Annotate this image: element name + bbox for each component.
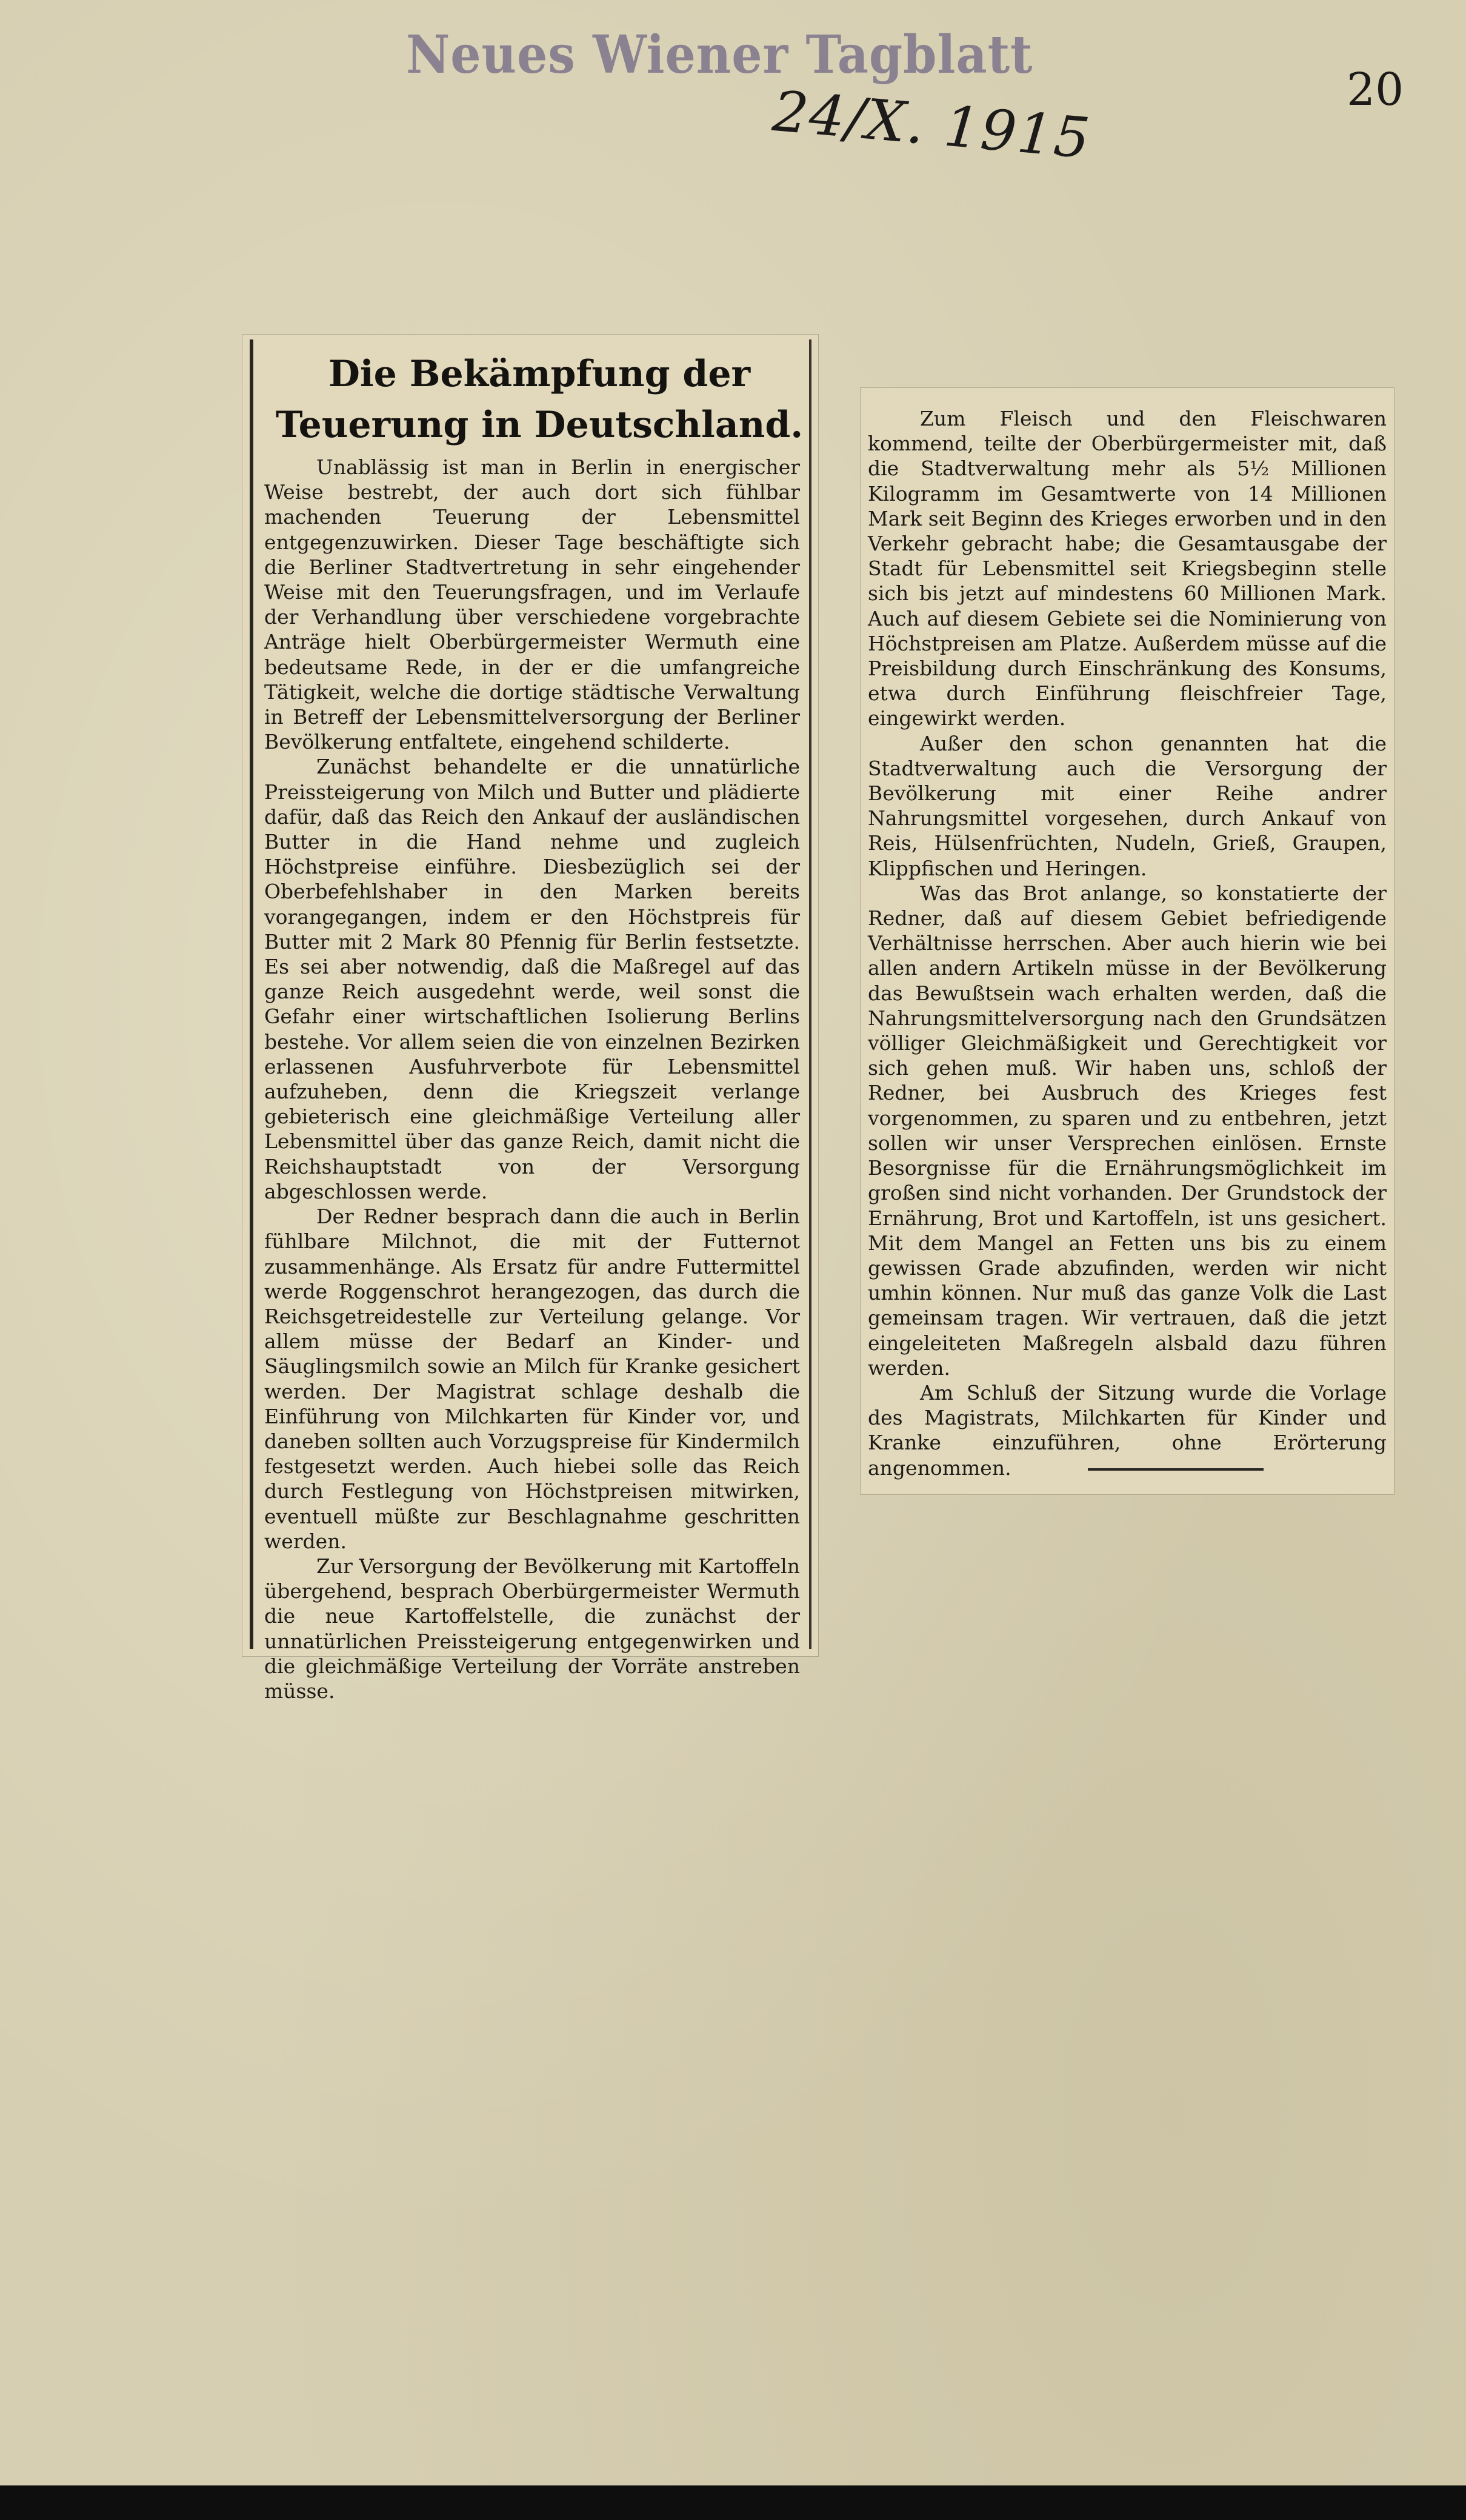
newspaper-stamp: Neues Wiener Tagblatt — [406, 24, 1033, 85]
column-rule-right — [809, 339, 811, 1649]
paragraph: Unablässig ist man in Berlin in energischer Weise bestrebt, der auch dort sich fühlbar machenden Teuerung der Lebensmittel entgegenzuwirken. Dieser Tage beschäftigte sich die Berliner Stadtvertretung in sehr eingehender Weise mit den Teuerungsfragen, und im Verlaufe der Verhandlung über verschiedene vorgebrachte Anträge hielt Oberbürgermeister Wermuth eine bedeutsame Rede, in der er die umfangreiche Tätigkeit, welche die dortige städtische Verwaltung in Betreff der Lebensmittelversorgung der Berliner Bevölkerung entfaltete, eingehend schilderte. — [264, 455, 800, 754]
paragraph: Was das Brot anlange, so konstatierte der Redner, daß auf diesem Gebiet befriedigende Verhältnisse herrschen. Aber auch hierin wie bei allen andern Artikeln müsse in der Bevölkerung das Bewußtsein wach erhalten werden, daß die Nahrungsmittelversorgung nach den Grundsätzen völliger Gleichmäßigkeit und Gerechtigkeit vor sich gehen muß. Wir haben uns, schloß der Redner, bei Ausbruch des Krieges fest vorgenommen, zu sparen und zu entbehren, jetzt sollen wir unser Versprechen einlösen. Ernste Besorgnisse für die Ernährungsmöglichkeit im großen sind nicht vorhanden. Der Grundstock der Ernährung, Brot und Kartoffeln, ist uns gesichert. Mit dem Mangel an Fetten uns bis zu einem gewissen Grade abzufinden, werden wir nicht umhin können. Nur muß das ganze Volk die Last gemeinsam tragen. Wir vertrauen, daß die jetzt eingeleiteten Maßregeln alsbald dazu führen werden. — [868, 881, 1387, 1380]
column-rule-left — [250, 339, 253, 1649]
end-rule — [1088, 1468, 1264, 1471]
paragraph: Außer den schon genannten hat die Stadtverwaltung auch die Versorgung der Bevölkerung mit einer Reihe andrer Nahrungsmittel vorgesehen, durch Ankauf von Reis, Hülsenfrüchten, Nudeln, Grieß, Graupen, Klippfischen und Heringen. — [868, 731, 1387, 880]
paragraph: Zum Fleisch und den Fleischwaren kommend, teilte der Oberbürgermeister mit, daß die Stadtverwaltung mehr als 5½ Millionen Kilogramm im Gesamtwerte von 14 Millionen Mark seit Beginn des Krieges erworben und in den Verkehr gebracht habe; die Gesamtausgabe der Stadt für Lebensmittel seit Kriegsbeginn stelle sich bis jetzt auf mindestens 60 Millionen Mark. Auch auf diesem Gebiete sei die Nominierung von Höchstpreisen am Platze. Außerdem müsse auf die Preisbildung durch Einschränkung des Konsums, etwa durch Einführung fleischfreier Tage, eingewirkt werden. — [868, 407, 1387, 730]
article-column-left — [264, 455, 800, 1703]
paragraph: Zur Versorgung der Bevölkerung mit Kartoffeln übergehend, besprach Oberbürgermeister Wermuth die neue Kartoffelstelle, die zunächst der unnatürlichen Preissteigerung entgegenwirken und die gleichmäßige Verteilung der Vorräte anstreben müsse. — [264, 1554, 800, 1703]
article-column-right — [868, 406, 1387, 1480]
page-number: 20 — [1347, 64, 1404, 116]
handwritten-date: 24/X. 1915 — [770, 79, 1094, 172]
scan-border — [0, 2485, 1466, 2520]
paragraph: Zunächst behandelte er die unnatürliche Preissteigerung von Milch und Butter und plädierte dafür, daß das Reich den Ankauf der ausländischen Butter in die Hand nehme und zugleich Höchstpreise einführe. Diesbezüglich sei der Oberbefehlshaber in den Marken bereits vorangegangen, indem er den Höchstpreis für Butter mit 2 Mark 80 Pfennig für Berlin festsetzte. Es sei aber notwendig, daß die Maßregel auf das ganze Reich ausgedehnt werde, weil sonst die Gefahr einer wirtschaftlichen Isolierung Berlins bestehe. Vor allem seien die von einzelnen Bezirken erlassenen Ausfuhrverbote für Lebensmittel aufzuheben, denn die Kriegszeit verlange gebieterisch eine gleichmäßige Verteilung aller Lebensmittel über das ganze Reich, damit nicht die Reichshauptstadt von der Versorgung abgeschlossen werde. — [264, 755, 800, 1203]
paragraph: Der Redner besprach dann die auch in Berlin fühlbare Milchnot, die mit der Futternot zusammenhänge. Als Ersatz für andre Futtermittel werde Roggenschrot herangezogen, das durch die Reichsgetreidestelle zur Verteilung gelange. Vor allem müsse der Bedarf an Kinder- und Säuglingsmilch sowie an Milch für Kranke gesichert werden. Der Magistrat schlage deshalb die Einführung von Milchkarten für Kinder vor, und daneben sollten auch Vorzugspreise für Kindermilch festgesetzt werden. Auch hiebei solle das Reich durch Festlegung von Höchstpreisen mitwirken, eventuell müßte zur Beschlagnahme geschritten werden. — [264, 1205, 800, 1553]
article-headline: Die Bekämpfung der Teuerung in Deutschland. — [275, 353, 804, 446]
paragraph: Am Schluß der Sitzung wurde die Vorlage des Magistrats, Milchkarten für Kinder und Kranke einzuführen, ohne Erörterung angenommen. — [868, 1380, 1387, 1480]
